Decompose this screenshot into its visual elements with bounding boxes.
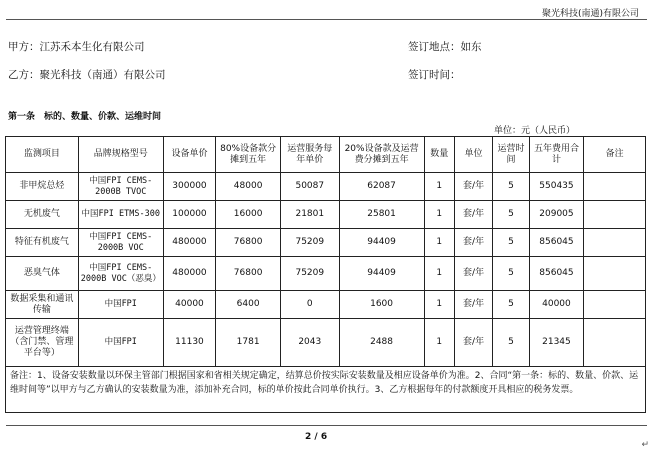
cell-annual-fee: 94409 bbox=[339, 229, 424, 257]
cell-total: 209005 bbox=[529, 201, 584, 229]
header-company-name: 聚光科技(南通)有限公司 bbox=[541, 9, 639, 19]
paragraph-mark-icon: ↵ bbox=[641, 440, 649, 450]
cell-service-price: 50087 bbox=[280, 173, 339, 201]
cell-quantity: 1 bbox=[424, 257, 454, 291]
contract-table bbox=[5, 136, 646, 413]
footer-divider bbox=[6, 425, 647, 426]
cell-unit: 套/年 bbox=[454, 229, 492, 257]
cell-annual-fee: 62087 bbox=[339, 173, 424, 201]
cell-model: 中国FPI bbox=[78, 319, 163, 367]
header-cell: 备注 bbox=[584, 137, 646, 173]
table-note: 备注：1、设备安装数量以环保主管部门根据国家和省相关规定确定，结算总价按实际安装数量及相应设备单价为准。2、合同“第一条：标的、数量、价款、运维时间等”以甲方与乙方确认的安装数量为准，添加补充合同，标的单价按此合同单价执行。3、乙方根据每年的付款额度开具相应的税务发票。 bbox=[6, 367, 646, 413]
cell-unit-price: 100000 bbox=[163, 201, 216, 229]
cell-item: 特征有机废气 bbox=[6, 229, 79, 257]
table-row bbox=[6, 173, 646, 201]
cell-model: 中国FPI CEMS-2000B VOC bbox=[78, 229, 163, 257]
cell-item: 无机废气 bbox=[6, 201, 79, 229]
cell-model: 中国FPI CEMS-2000B TVOC bbox=[78, 173, 163, 201]
cell-total: 550435 bbox=[529, 173, 584, 201]
header-cell: 监测项目 bbox=[6, 137, 79, 173]
header-cell: 20%设备款及运营费分摊到五年 bbox=[339, 137, 424, 173]
cell-years: 5 bbox=[493, 257, 529, 291]
header-cell: 80%设备款分摊到五年 bbox=[216, 137, 281, 173]
header-cell: 五年费用合计 bbox=[529, 137, 584, 173]
section-title: 第一条 标的、数量、价款、运维时间 bbox=[8, 112, 162, 122]
table-row bbox=[6, 291, 646, 319]
party-b: 乙方：聚光科技（南通）有限公司 bbox=[8, 69, 166, 81]
cell-remark bbox=[584, 173, 646, 201]
header-cell: 品牌规格型号 bbox=[78, 137, 163, 173]
cell-years: 5 bbox=[493, 229, 529, 257]
cell-total: 856045 bbox=[529, 257, 584, 291]
cell-remark bbox=[584, 319, 646, 367]
cell-equipment-share: 48000 bbox=[216, 173, 281, 201]
party-a: 甲方：江苏禾本生化有限公司 bbox=[8, 41, 145, 53]
table-row bbox=[6, 319, 646, 367]
cell-unit-price: 300000 bbox=[163, 173, 216, 201]
cell-model: 中国FPI bbox=[78, 291, 163, 319]
cell-years: 5 bbox=[493, 173, 529, 201]
currency-unit-note: 单位：元（人民币） bbox=[494, 126, 576, 136]
cell-remark bbox=[584, 201, 646, 229]
cell-annual-fee: 1600 bbox=[339, 291, 424, 319]
cell-unit-price: 480000 bbox=[163, 229, 216, 257]
header-cell: 数量 bbox=[424, 137, 454, 173]
cell-total: 40000 bbox=[529, 291, 584, 319]
cell-unit-price: 40000 bbox=[163, 291, 216, 319]
sign-time: 签订时间： bbox=[408, 69, 461, 81]
cell-remark bbox=[584, 291, 646, 319]
cell-model: 中国FPI CEMS-2000B VOC（恶臭） bbox=[78, 257, 163, 291]
cell-quantity: 1 bbox=[424, 229, 454, 257]
cell-equipment-share: 76800 bbox=[216, 257, 281, 291]
table-note-row bbox=[6, 367, 646, 413]
cell-item: 恶臭气体 bbox=[6, 257, 79, 291]
cell-equipment-share: 76800 bbox=[216, 229, 281, 257]
cell-unit: 套/年 bbox=[454, 291, 492, 319]
cell-quantity: 1 bbox=[424, 319, 454, 367]
table-row bbox=[6, 229, 646, 257]
cell-years: 5 bbox=[493, 291, 529, 319]
header-divider bbox=[6, 19, 647, 20]
header-cell: 设备单价 bbox=[163, 137, 216, 173]
table-row bbox=[6, 201, 646, 229]
cell-total: 21345 bbox=[529, 319, 584, 367]
cell-service-price: 75209 bbox=[280, 229, 339, 257]
cell-service-price: 21801 bbox=[280, 201, 339, 229]
cell-unit-price: 11130 bbox=[163, 319, 216, 367]
cell-annual-fee: 25801 bbox=[339, 201, 424, 229]
cell-unit-price: 480000 bbox=[163, 257, 216, 291]
cell-years: 5 bbox=[493, 319, 529, 367]
sign-place: 签订地点：如东 bbox=[408, 41, 482, 53]
cell-quantity: 1 bbox=[424, 291, 454, 319]
cell-item: 数据采集和通讯传输 bbox=[6, 291, 79, 319]
cell-item: 运营管理终端（含门禁、管理平台等） bbox=[6, 319, 79, 367]
table-row bbox=[6, 257, 646, 291]
cell-unit: 套/年 bbox=[454, 319, 492, 367]
header-cell: 单位 bbox=[454, 137, 492, 173]
cell-equipment-share: 6400 bbox=[216, 291, 281, 319]
cell-unit: 套/年 bbox=[454, 173, 492, 201]
page-number: 2 / 6 bbox=[305, 432, 328, 442]
cell-service-price: 2043 bbox=[280, 319, 339, 367]
cell-unit: 套/年 bbox=[454, 201, 492, 229]
cell-remark bbox=[584, 229, 646, 257]
cell-quantity: 1 bbox=[424, 201, 454, 229]
cell-unit: 套/年 bbox=[454, 257, 492, 291]
cell-years: 5 bbox=[493, 201, 529, 229]
table-header-row bbox=[6, 137, 646, 173]
cell-service-price: 75209 bbox=[280, 257, 339, 291]
header-cell: 运营服务每年单价 bbox=[280, 137, 339, 173]
cell-remark bbox=[584, 257, 646, 291]
cell-equipment-share: 1781 bbox=[216, 319, 281, 367]
cell-equipment-share: 16000 bbox=[216, 201, 281, 229]
cell-total: 856045 bbox=[529, 229, 584, 257]
cell-quantity: 1 bbox=[424, 173, 454, 201]
cell-annual-fee: 2488 bbox=[339, 319, 424, 367]
cell-annual-fee: 94409 bbox=[339, 257, 424, 291]
cell-model: 中国FPI ETMS-300 bbox=[78, 201, 163, 229]
header-cell: 运营时间 bbox=[493, 137, 529, 173]
cell-item: 非甲烷总烃 bbox=[6, 173, 79, 201]
cell-service-price: 0 bbox=[280, 291, 339, 319]
